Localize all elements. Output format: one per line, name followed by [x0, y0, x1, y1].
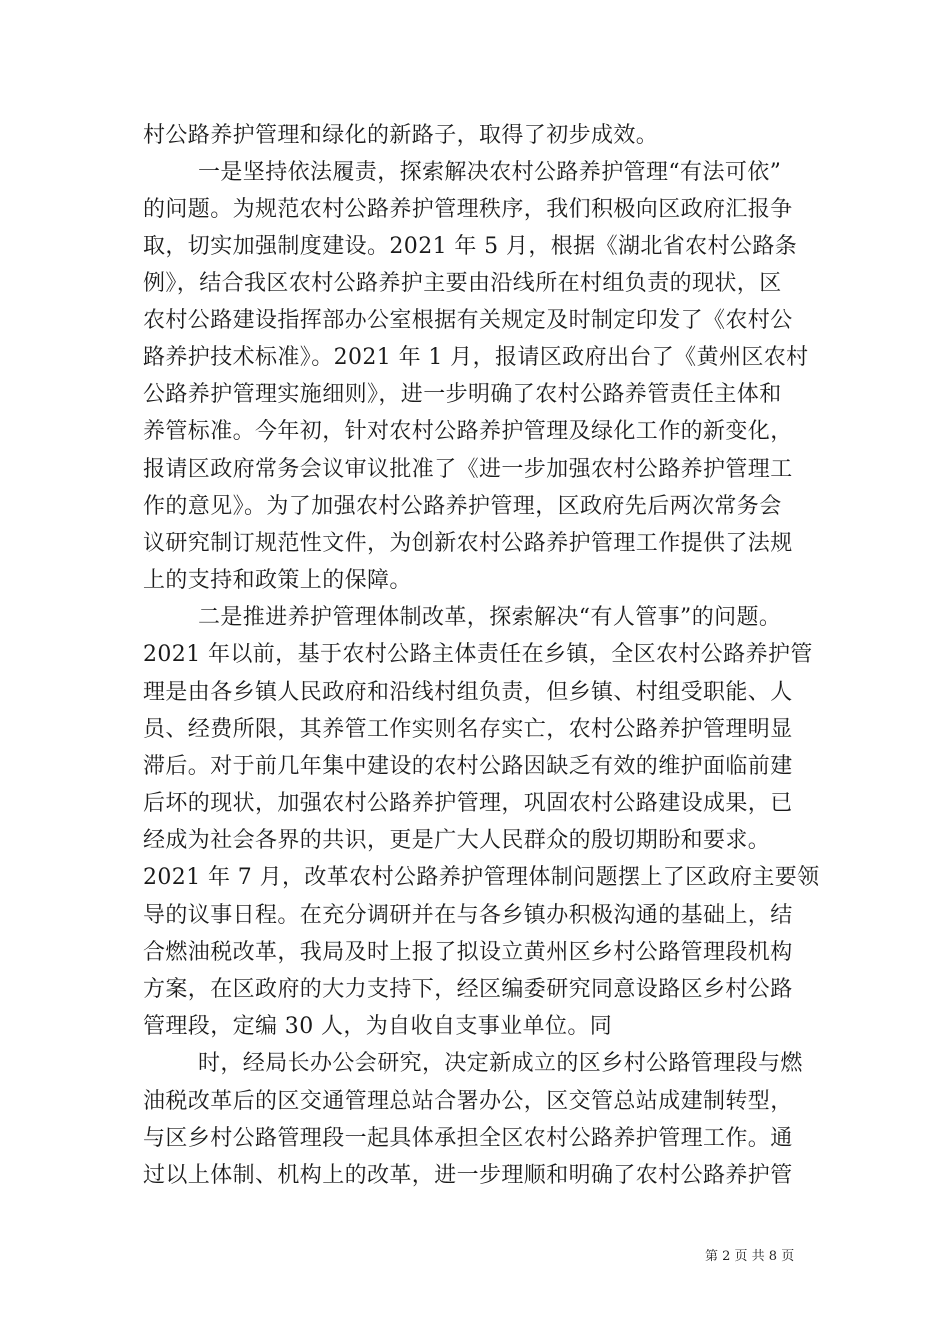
text-line: 议研究制订规范性文件，为创新农村公路养护管理工作提供了法规	[143, 531, 793, 556]
text-line: 村公路养护管理和绿化的新路子，取得了初步成效。	[143, 123, 659, 148]
page-footer: 第 2 页 共 8 页	[705, 1249, 795, 1264]
text-line: 例》，结合我区农村公路养护主要由沿线所在村组负责的现状，区	[143, 271, 782, 296]
text-line: 过以上体制、机构上的改革，进一步理顺和明确了农村公路养护管	[143, 1163, 793, 1188]
text-line: 滞后。对于前几年集中建设的农村公路因缺乏有效的维护面临前建	[143, 754, 793, 779]
text-line: 路养护技术标准》。2021 年 1 月，报请区政府出台了《黄州区农村	[143, 345, 809, 370]
text-line: 2021 年 7 月，改革农村公路养护管理体制问题摆上了区政府主要领	[143, 865, 820, 890]
text-line: 与区乡村公路管理段一起具体承担全区农村公路养护管理工作。通	[143, 1126, 793, 1151]
text-line: 经成为社会各界的共识，更是广大人民群众的殷切期盼和要求。	[143, 828, 771, 853]
text-line: 管理段，定编 30 人，为自收自支事业单位。同	[143, 1014, 613, 1039]
text-line: 理是由各乡镇人民政府和沿线村组负责，但乡镇、村组受职能、人	[143, 680, 793, 705]
text-line: 报请区政府常务会议审议批准了《进一步加强农村公路养护管理工	[143, 457, 793, 482]
text-line: 合燃油税改革，我局及时上报了拟设立黄州区乡村公路管理段机构	[143, 940, 793, 965]
text-line: 一是坚持依法履责，探索解决农村公路养护管理“有法可依”	[198, 160, 782, 185]
text-line: 的问题。为规范农村公路养护管理秩序，我们积极向区政府汇报争	[143, 197, 793, 222]
text-line: 导的议事日程。在充分调研并在与各乡镇办积极沟通的基础上，结	[143, 903, 793, 928]
text-line: 后坏的现状，加强农村公路养护管理，巩固农村公路建设成果，已	[143, 791, 793, 816]
text-line: 作的意见》。为了加强农村公路养护管理，区政府先后两次常务会	[143, 494, 782, 519]
text-line: 油税改革后的区交通管理总站合署办公，区交管总站成建制转型，	[143, 1089, 793, 1114]
text-line: 2021 年以前，基于农村公路主体责任在乡镇，全区农村公路养护管	[143, 642, 813, 667]
text-line: 上的支持和政策上的保障。	[143, 568, 412, 593]
text-line: 员、经费所限，其养管工作实则名存实亡，农村公路养护管理明显	[143, 717, 793, 742]
text-line: 养管标准。今年初，针对农村公路养护管理及绿化工作的新变化，	[143, 419, 793, 444]
text-line: 方案，在区政府的大力支持下，经区编委研究同意设路区乡村公路	[143, 977, 793, 1002]
text-line: 时，经局长办公会研究，决定新成立的区乡村公路管理段与燃	[198, 1051, 803, 1076]
text-line: 二是推进养护管理体制改革，探索解决“有人管事”的问题。	[198, 605, 782, 630]
text-line: 农村公路建设指挥部办公室根据有关规定及时制定印发了《农村公	[143, 308, 793, 333]
text-line: 取，切实加强制度建设。2021 年 5 月，根据《湖北省农村公路条	[143, 234, 798, 259]
text-line: 公路养护管理实施细则》，进一步明确了农村公路养管责任主体和	[143, 382, 782, 407]
